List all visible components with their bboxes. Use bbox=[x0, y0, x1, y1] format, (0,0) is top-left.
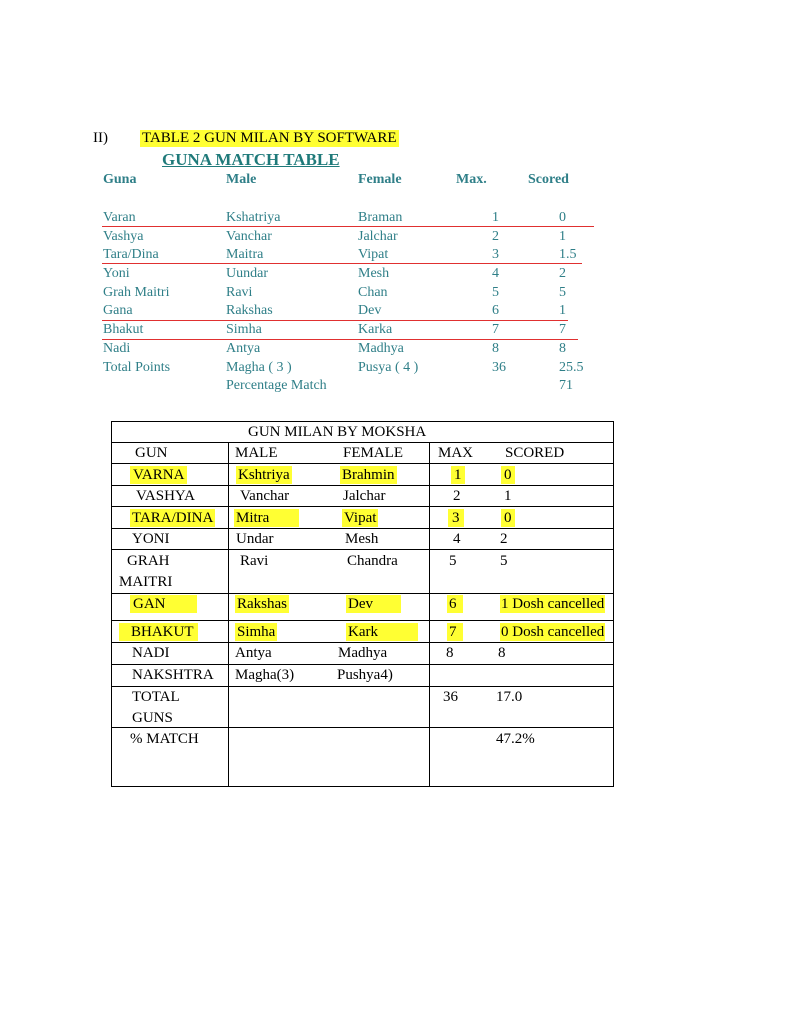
moksha-cell-scored: 0 bbox=[501, 509, 515, 527]
moksha-cell-female: Brahmin bbox=[342, 467, 395, 483]
moksha-cell-male: Undar bbox=[236, 531, 274, 547]
sw-cell-female: Madhya bbox=[358, 341, 404, 356]
sw-cell-max: 4 bbox=[492, 266, 499, 281]
sw-cell-max: 7 bbox=[492, 322, 499, 337]
sw-cell-max: 1 bbox=[492, 210, 499, 225]
table-rule bbox=[112, 727, 613, 728]
table-rule bbox=[228, 442, 229, 786]
sw-cell-guna: Vashya bbox=[103, 229, 144, 244]
sw-cell-max: 3 bbox=[492, 247, 499, 262]
moksha-cell-max: 36 bbox=[443, 689, 458, 705]
moksha-cell-max: 6 bbox=[447, 595, 463, 613]
moksha-header-scored: SCORED bbox=[505, 445, 565, 461]
sw-cell-female: Jalchar bbox=[358, 229, 398, 244]
moksha-cell-gun-line1: TOTAL bbox=[132, 689, 180, 705]
moksha-cell-gun: VASHYA bbox=[136, 488, 195, 504]
moksha-cell-female: Dev bbox=[346, 595, 401, 613]
moksha-cell-max: 5 bbox=[449, 553, 457, 569]
header-max: Max. bbox=[456, 172, 487, 187]
sw-cell-max: 8 bbox=[492, 341, 499, 356]
sw-cell-scored: 2 bbox=[559, 266, 566, 281]
moksha-cell-scored: 1 bbox=[504, 488, 512, 504]
sw-cell-guna: Gana bbox=[103, 303, 133, 318]
sw-cell-scored: 5 bbox=[559, 285, 566, 300]
moksha-cell-female: Pushya4) bbox=[337, 667, 393, 683]
red-underline bbox=[102, 226, 594, 227]
moksha-cell-gun: GAN bbox=[130, 595, 197, 613]
moksha-cell-scored: 5 bbox=[500, 553, 508, 569]
sw-cell-guna: Total Points bbox=[103, 360, 171, 375]
section-number: II) bbox=[93, 130, 108, 146]
moksha-cell-scored: 8 bbox=[498, 645, 506, 661]
header-guna: Guna bbox=[103, 172, 137, 187]
moksha-cell-female: Vipat bbox=[344, 510, 377, 526]
moksha-cell-female: Jalchar bbox=[343, 488, 386, 504]
moksha-cell-male: Mitra bbox=[234, 509, 299, 527]
sw-cell-female: Braman bbox=[358, 210, 403, 225]
header-male: Male bbox=[226, 172, 257, 187]
sw-cell-guna: Grah Maitri bbox=[103, 285, 170, 300]
moksha-cell-max: 3 bbox=[448, 509, 464, 527]
sw-cell-male: Rakshas bbox=[226, 303, 273, 318]
header-scored: Scored bbox=[528, 172, 569, 187]
header-female: Female bbox=[358, 172, 402, 187]
moksha-cell-scored: 0 bbox=[501, 466, 515, 484]
moksha-cell-gun: NAKSHTRA bbox=[132, 667, 214, 683]
sw-cell-female: Dev bbox=[358, 303, 382, 318]
moksha-header-male: MALE bbox=[235, 445, 278, 461]
moksha-cell-max: 8 bbox=[446, 645, 454, 661]
sw-cell-scored: 1 bbox=[559, 229, 566, 244]
moksha-header-female: FEMALE bbox=[343, 445, 403, 461]
moksha-cell-male: Ravi bbox=[240, 553, 269, 569]
sw-cell-guna: Tara/Dina bbox=[103, 247, 159, 262]
percentage-match-label: Percentage Match bbox=[226, 378, 327, 393]
sw-cell-max: 5 bbox=[492, 285, 499, 300]
moksha-cell-gun: % MATCH bbox=[130, 731, 199, 747]
percentage-match-value: 71 bbox=[559, 378, 573, 393]
sw-cell-male: Magha ( 3 ) bbox=[226, 360, 292, 375]
sw-cell-scored: 1 bbox=[559, 303, 566, 318]
moksha-cell-female: Chandra bbox=[347, 553, 398, 569]
moksha-cell-male: Antya bbox=[235, 645, 272, 661]
table-rule bbox=[112, 485, 613, 486]
moksha-cell-male: Simha bbox=[237, 624, 276, 640]
moksha-cell-gun-line1: GRAH bbox=[127, 553, 170, 569]
red-underline bbox=[102, 339, 578, 340]
table-rule bbox=[112, 620, 613, 621]
table-rule bbox=[112, 642, 613, 643]
moksha-cell-male: Magha(3) bbox=[235, 667, 295, 683]
moksha-cell-scored: 2 bbox=[500, 531, 508, 547]
sw-cell-scored: 7 bbox=[559, 322, 566, 337]
moksha-cell-gun: BHAKUT bbox=[119, 623, 198, 641]
sw-cell-male: Kshatriya bbox=[226, 210, 281, 225]
sw-cell-female: Vipat bbox=[358, 247, 389, 262]
sw-cell-female: Pusya ( 4 ) bbox=[358, 360, 419, 375]
moksha-cell-gun: TARA/DINA bbox=[132, 510, 214, 526]
table-rule bbox=[112, 593, 613, 594]
table-rule bbox=[112, 528, 613, 529]
moksha-cell-max: 1 bbox=[451, 466, 465, 484]
sw-cell-female: Mesh bbox=[358, 266, 390, 281]
table-rule bbox=[112, 506, 613, 507]
sw-cell-max: 2 bbox=[492, 229, 499, 244]
moksha-cell-scored: 0 Dosh cancelled bbox=[501, 624, 605, 640]
sw-cell-male: Simha bbox=[226, 322, 262, 337]
sw-cell-guna: Varan bbox=[103, 210, 136, 225]
table-rule bbox=[112, 549, 613, 550]
moksha-cell-gun: NADI bbox=[132, 645, 170, 661]
moksha-cell-female: Kark bbox=[346, 623, 418, 641]
moksha-cell-male: Vanchar bbox=[240, 488, 290, 504]
sw-cell-scored: 1.5 bbox=[559, 247, 577, 262]
moksha-cell-gun: VARNA bbox=[130, 466, 187, 484]
sw-cell-male: Maitra bbox=[226, 247, 264, 262]
table-rule bbox=[112, 686, 613, 687]
sw-cell-female: Karka bbox=[358, 322, 393, 337]
sw-cell-scored: 25.5 bbox=[559, 360, 584, 375]
moksha-cell-female: Mesh bbox=[345, 531, 379, 547]
table-rule bbox=[112, 463, 613, 464]
table-rule bbox=[112, 442, 613, 443]
moksha-cell-male: Rakshas bbox=[237, 596, 287, 612]
table-rule bbox=[429, 442, 430, 786]
sw-cell-male: Ravi bbox=[226, 285, 253, 300]
moksha-cell-scored: 17.0 bbox=[496, 689, 523, 705]
moksha-cell-female: Madhya bbox=[338, 645, 388, 661]
software-table-title: GUNA MATCH TABLE bbox=[162, 150, 340, 169]
sw-cell-scored: 8 bbox=[559, 341, 566, 356]
moksha-cell-scored: 1 Dosh cancelled bbox=[501, 596, 605, 612]
moksha-table-title: GUN MILAN BY MOKSHA bbox=[248, 424, 427, 440]
sw-cell-guna: Bhakut bbox=[103, 322, 144, 337]
sw-cell-female: Chan bbox=[358, 285, 388, 300]
sw-cell-scored: 0 bbox=[559, 210, 566, 225]
sw-cell-male: Antya bbox=[226, 341, 261, 356]
table-rule bbox=[112, 664, 613, 665]
sw-cell-guna: Yoni bbox=[103, 266, 130, 281]
moksha-header-max: MAX bbox=[438, 445, 474, 461]
moksha-cell-scored: 47.2% bbox=[496, 731, 535, 747]
sw-cell-guna: Nadi bbox=[103, 341, 131, 356]
red-underline bbox=[102, 320, 568, 321]
moksha-cell-gun: YONI bbox=[132, 531, 170, 547]
moksha-cell-max: 2 bbox=[453, 488, 461, 504]
moksha-cell-max: 7 bbox=[447, 623, 463, 641]
sw-cell-max: 36 bbox=[492, 360, 506, 375]
moksha-header-gun: GUN bbox=[135, 445, 168, 461]
sw-cell-male: Uundar bbox=[226, 266, 268, 281]
moksha-cell-gun-line2: MAITRI bbox=[119, 574, 173, 590]
moksha-cell-gun-line2: GUNS bbox=[132, 710, 173, 726]
sw-cell-max: 6 bbox=[492, 303, 499, 318]
sw-cell-male: Vanchar bbox=[226, 229, 272, 244]
moksha-cell-male: Kshtriya bbox=[238, 467, 290, 483]
moksha-cell-max: 4 bbox=[453, 531, 461, 547]
section-title: TABLE 2 GUN MILAN BY SOFTWARE bbox=[142, 130, 397, 146]
moksha-gun-milan-table bbox=[111, 421, 614, 787]
red-underline bbox=[102, 263, 582, 264]
